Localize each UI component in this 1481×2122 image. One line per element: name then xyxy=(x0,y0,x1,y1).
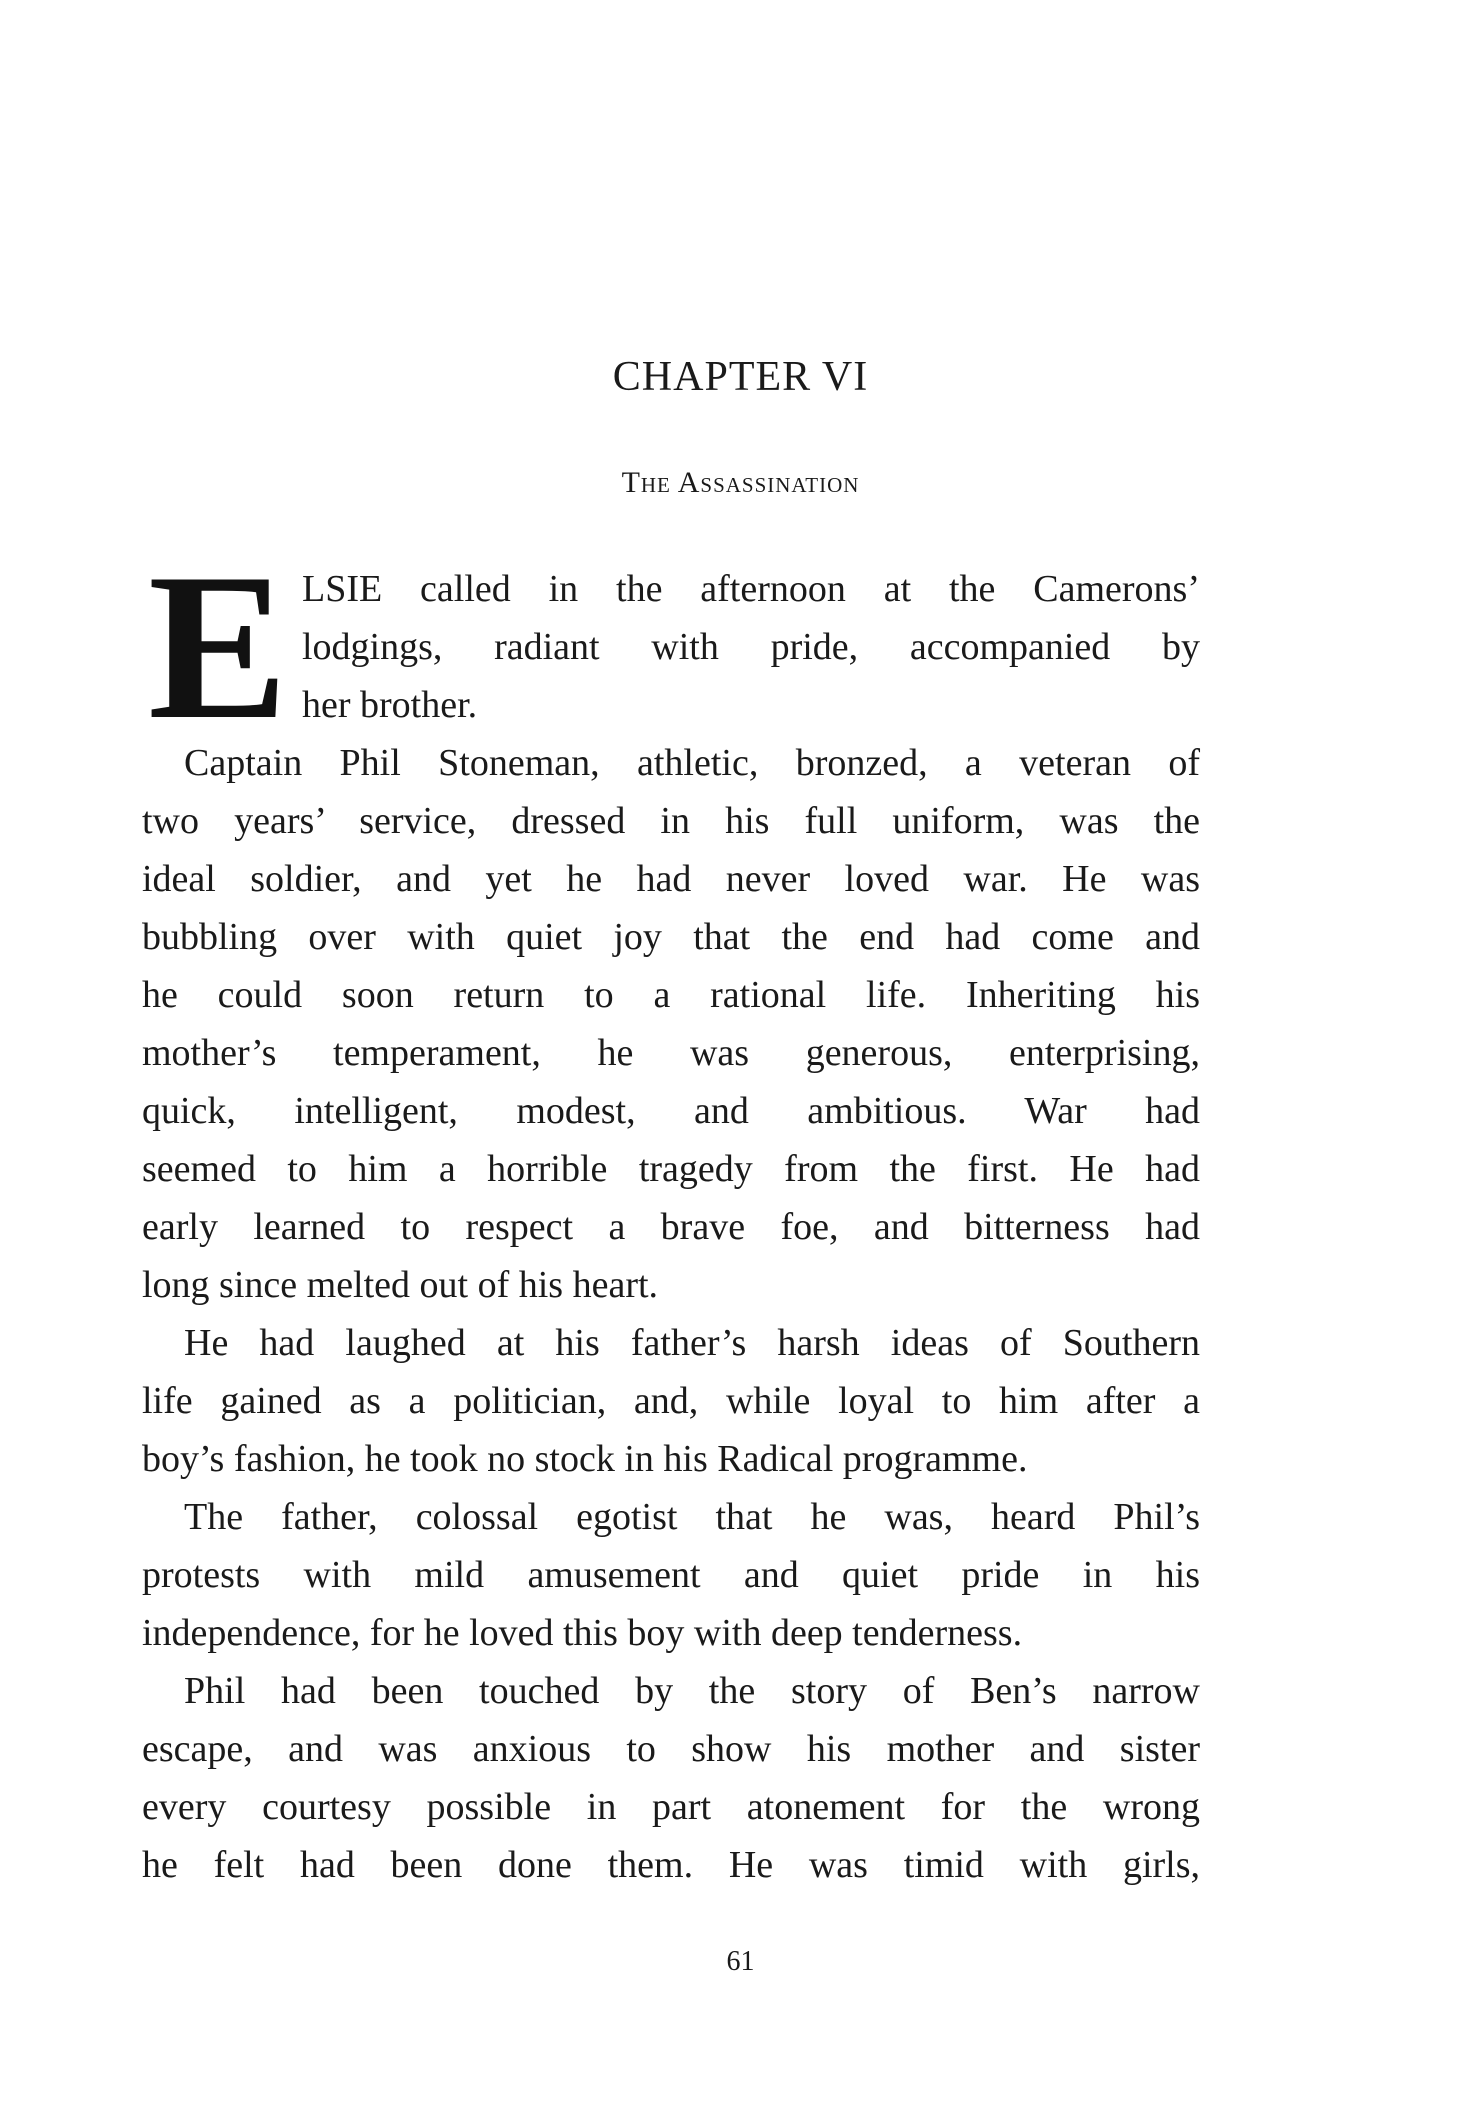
text-line: quick, intelligent, modest, and ambitious. War had xyxy=(142,1090,1200,1132)
text-line: boy’s fashion, he took no stock in his Radical programme. xyxy=(142,1438,1028,1480)
chapter-subtitle: The Assassination xyxy=(621,466,860,499)
text-line: lodgings, radiant with pride, accompanied by xyxy=(302,626,1200,668)
drop-cap: E xyxy=(148,531,289,763)
text-line: He had laughed at his father’s harsh ideas of Southern xyxy=(184,1322,1200,1364)
text-line: long since melted out of his heart. xyxy=(142,1264,659,1306)
text-line: he could soon return to a rational life. Inheriting his xyxy=(142,974,1200,1016)
text-line: Captain Phil Stoneman, athletic, bronzed, a veteran of xyxy=(184,742,1200,784)
text-line: The father, colossal egotist that he was, heard Phil’s xyxy=(184,1496,1200,1538)
text-line: ideal soldier, and yet he had never loved war. He was xyxy=(142,858,1200,900)
text-line: every courtesy possible in part atonement for the wrong xyxy=(142,1786,1200,1828)
text-line: he felt had been done them. He was timid with girls, xyxy=(142,1844,1200,1886)
chapter-title: CHAPTER VI xyxy=(612,354,869,400)
text-line: mother’s temperament, he was generous, enterprising, xyxy=(142,1032,1200,1074)
text-line: independence, for he loved this boy with deep tenderness. xyxy=(142,1612,1023,1654)
text-line: protests with mild amusement and quiet pride in his xyxy=(142,1554,1200,1596)
body-text xyxy=(142,531,1200,1894)
text-line: escape, and was anxious to show his mother and sister xyxy=(142,1728,1200,1770)
text-line: her brother. xyxy=(302,684,478,726)
text-line: early learned to respect a brave foe, and bitterness had xyxy=(142,1206,1200,1248)
text-line: seemed to him a horrible tragedy from the first. He had xyxy=(142,1148,1200,1190)
text-line: LSIE called in the afternoon at the Camerons’ xyxy=(302,568,1200,610)
text-line: Phil had been touched by the story of Ben’s narrow xyxy=(184,1670,1200,1712)
text-line: life gained as a politician, and, while loyal to him after a xyxy=(142,1380,1200,1422)
text-line: bubbling over with quiet joy that the end had come and xyxy=(142,916,1200,958)
text-line: two years’ service, dressed in his full uniform, was the xyxy=(142,800,1200,842)
page-number: 61 xyxy=(726,1946,755,1977)
